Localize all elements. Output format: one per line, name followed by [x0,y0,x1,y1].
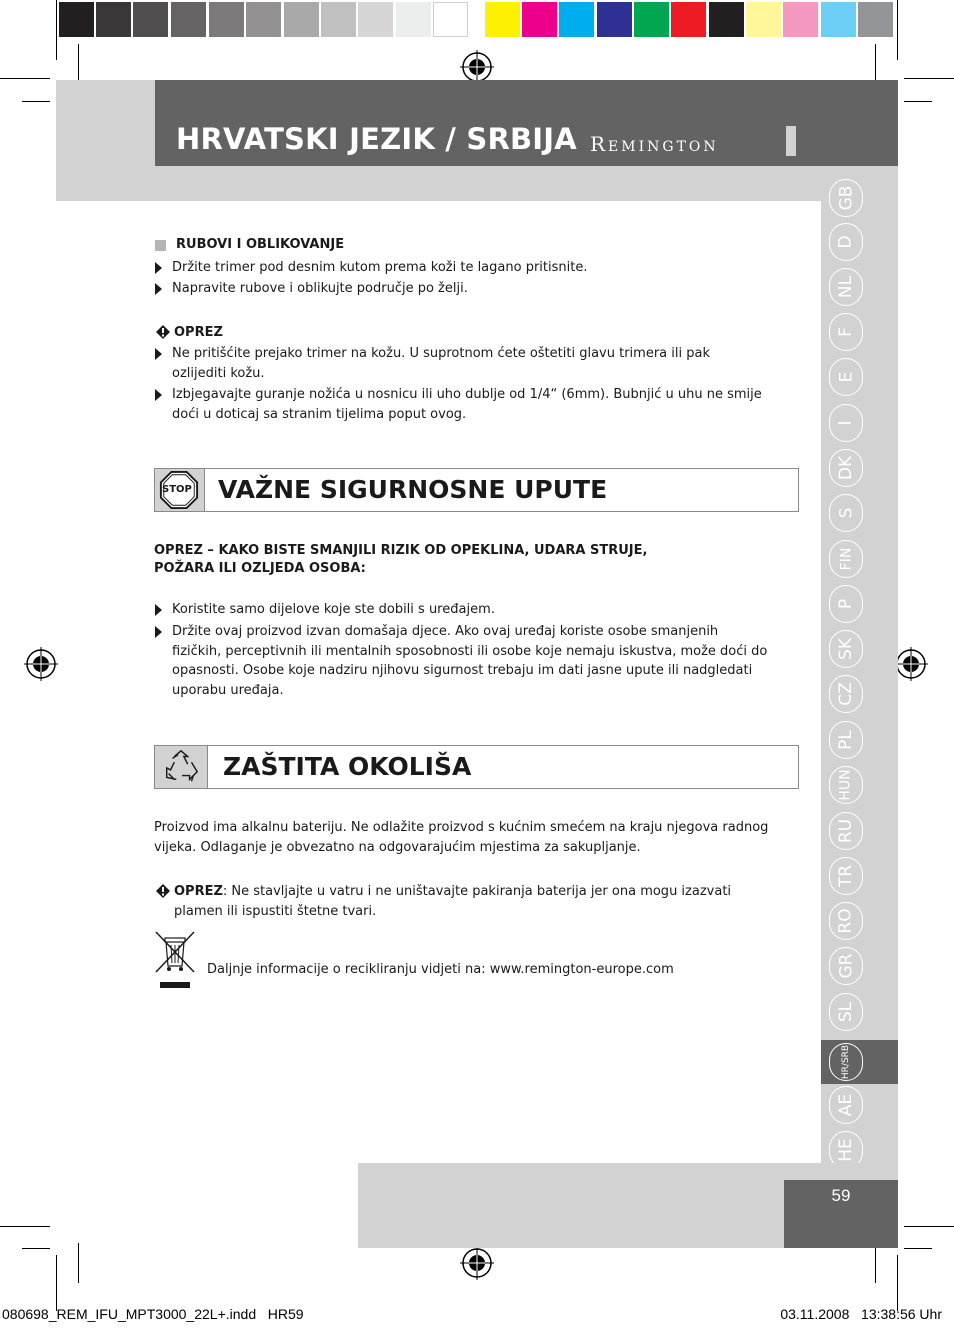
list-item-line: doći u doticaj sa stranim tijelima poput ovog. [172,406,467,422]
warning-icon [156,325,170,339]
color-swatch [821,2,856,37]
color-swatch [358,2,393,37]
language-tab-sk[interactable] [829,630,863,668]
color-swatch [321,2,356,37]
safety-warning-line: POŽARA ILI OZLJEDA OSOBA: [154,560,366,576]
caution-label: OPREZ [174,884,223,899]
recycling-info: Daljnje informacije o recikliranju vidjeti na: www.remington-europe.com [207,962,674,977]
list-item: Koristite samo dijelove koje ste dobili s uređajem. [172,602,495,617]
list-item [172,344,710,383]
brand-logo: Remington [590,132,719,156]
language-tab-nl[interactable] [829,268,863,306]
language-tab-ru[interactable] [829,812,863,850]
color-swatch [783,2,818,37]
language-tab-label: HE [836,1138,856,1162]
language-tab-label: HR/SRB [841,1044,852,1080]
language-tab-label: D [836,235,856,249]
language-tab-label: NL [835,275,856,299]
recycle-icon [156,747,206,787]
list-item-line: uporabu uređaja. [172,682,284,698]
color-swatch [284,2,319,37]
bullet-arrow-icon [155,389,162,401]
language-tab-tr[interactable] [829,857,863,895]
language-tab-hr-srb[interactable] [829,1043,863,1081]
language-tab-sl[interactable] [829,993,863,1031]
language-tab-i[interactable] [829,404,863,442]
crop-mark [897,1255,898,1311]
battery-caution [174,882,731,921]
registration-mark-icon [894,647,928,681]
color-swatch [133,2,168,37]
paragraph-line: vijeka. Odlaganje je obvezatno na odgovarajućim mjestima za sakupljanje. [154,839,641,855]
header-accent [786,126,796,156]
language-tab-label: HUN [838,769,854,801]
crop-mark [897,0,898,60]
language-tab-fin[interactable] [829,540,863,578]
language-tab-gr[interactable] [829,947,863,985]
language-tab-pl[interactable] [829,721,863,759]
color-swatch [634,2,669,37]
list-item: Držite trimer pod desnim kutom prema koži te lagano pritisnite. [172,260,588,275]
color-swatch [522,2,557,37]
file-slug: 080698_REM_IFU_MPT3000_22L+.indd HR59 [2,1306,304,1322]
page-title: HRVATSKI JEZIK / SRBIJA [176,122,577,156]
crop-mark [56,0,57,60]
stop-icon-box [155,469,205,511]
language-tab-label: FIN [838,547,854,571]
color-swatch [858,2,893,37]
list-item [172,385,762,424]
list-item-line: ozlijediti kožu. [172,365,265,381]
crop-mark [22,1248,50,1249]
crop-mark [56,1255,57,1311]
color-swatch [171,2,206,37]
color-swatch [209,2,244,37]
list-item-line: fizičkih, perceptivnih ili mentalnih sposobnosti ili osobe koje nemaju iskustva, može doći do [172,643,768,659]
language-tab-label: GR [836,953,856,979]
color-swatch [485,2,520,37]
language-tab-label: P [835,598,856,610]
language-tab-ro[interactable] [829,902,863,940]
crop-mark [904,1248,932,1249]
bullet-arrow-icon [155,626,162,638]
language-tab-gb[interactable] [829,179,863,217]
language-tab-e[interactable] [829,358,863,396]
color-swatch [396,2,431,37]
environment-section-header [154,745,799,789]
language-tab-ae[interactable] [829,1086,863,1124]
bullet-arrow-icon [155,262,162,274]
language-tab-s[interactable] [829,494,863,532]
safety-title: VAŽNE SIGURNOSNE UPUTE [218,475,608,504]
edges-heading: RUBOVI I OBLIKOVANJE [176,237,345,252]
section-square-icon [155,240,166,251]
crop-mark [904,1226,954,1227]
color-swatch [246,2,281,37]
language-tab-d[interactable] [829,223,863,261]
language-tab-label: GB [836,185,856,211]
language-tab-label: F [836,327,856,337]
list-item [172,622,767,700]
color-swatch [559,2,594,37]
safety-warning [154,541,647,578]
bullet-arrow-icon [155,604,162,616]
color-swatch [59,2,94,37]
bullet-arrow-icon [155,283,162,295]
language-tab-label: RO [835,908,856,934]
language-tab-label: SK [835,638,856,660]
color-swatch [709,2,744,37]
language-tab-dk[interactable] [829,449,863,487]
language-tab-label: E [836,371,856,383]
language-tab-label: SL [835,1001,856,1023]
paragraph-line: Proizvod ima alkalnu bateriju. Ne odlažite proizvod s kućnim smećem na kraju njegova radnog [154,820,769,835]
language-tab-label: AE [836,1093,856,1117]
language-tab-label: CZ [836,682,856,706]
registration-mark-icon [460,50,494,84]
language-tab-f[interactable] [829,313,863,351]
list-item-line: Ne pritišćite prejako trimer na kožu. U suprotnom ćete oštetiti glavu trimera ili pak [172,346,710,361]
list-item-line: opasnosti. Osobe koje nadziru njihovu sigurnost trebaju im dati jasne upute ili nadgledati [172,663,753,678]
crop-mark [0,1226,50,1227]
page-number: 59 [831,1186,851,1205]
crop-mark [22,101,50,102]
environment-title: ZAŠTITA OKOLIŠA [223,752,472,781]
language-tab-label: S [835,507,856,519]
recycle-icon-box [155,746,208,788]
safety-section-header [154,468,799,512]
registration-mark-icon [460,1246,494,1280]
list-item-line: Držite ovaj proizvod izvan domašaja djece. Ako ovaj uređaj koriste osobe smanjenih [172,624,719,639]
language-tab-cz[interactable] [829,675,863,713]
color-swatch [746,2,781,37]
bullet-arrow-icon [155,348,162,360]
crop-mark [904,78,954,79]
safety-warning-line: OPREZ – KAKO BISTE SMANJILI RIZIK OD OPEKLINA, UDARA STRUJE, [154,543,648,558]
list-item-line: Izbjegavajte guranje nožića u nosnicu ili uho dublje od 1/4“ (6mm). Bubnjić u uhu ne smije [172,387,762,402]
language-tab-hun[interactable] [829,766,863,804]
color-swatch [96,2,131,37]
crop-mark [0,78,50,79]
color-swatch [433,2,468,37]
color-swatch [671,2,706,37]
crop-mark [875,1243,876,1283]
language-tab-label: PL [835,730,856,750]
crop-mark [904,101,932,102]
crop-mark [78,44,79,84]
battery-caution-line [174,882,731,902]
environment-paragraph [154,818,768,857]
language-tab-label: I [835,420,856,426]
language-tab-p[interactable] [829,585,863,623]
caution-text: : Ne stavljajte u vatru i ne uništavajte pakiranja baterija jer ona mogu izazvati [222,884,732,899]
language-tab-label: TR [835,864,856,888]
crossed-bin-icon [154,930,196,990]
stop-icon-label: STOP [162,484,192,495]
language-tab-label: RU [835,818,856,844]
registration-mark-icon [24,647,58,681]
date-slug: 03.11.2008 13:38:56 Uhr [780,1306,942,1322]
caution-heading: OPREZ [174,325,223,340]
language-tab-label: DK [836,455,856,481]
crop-mark [875,44,876,84]
color-swatch [597,2,632,37]
warning-icon [156,884,170,898]
list-item: Napravite rubove i oblikujte područje po želji. [172,281,468,296]
crop-mark [78,1243,79,1283]
battery-caution-line: plamen ili ispustiti štetne tvari. [174,903,377,919]
